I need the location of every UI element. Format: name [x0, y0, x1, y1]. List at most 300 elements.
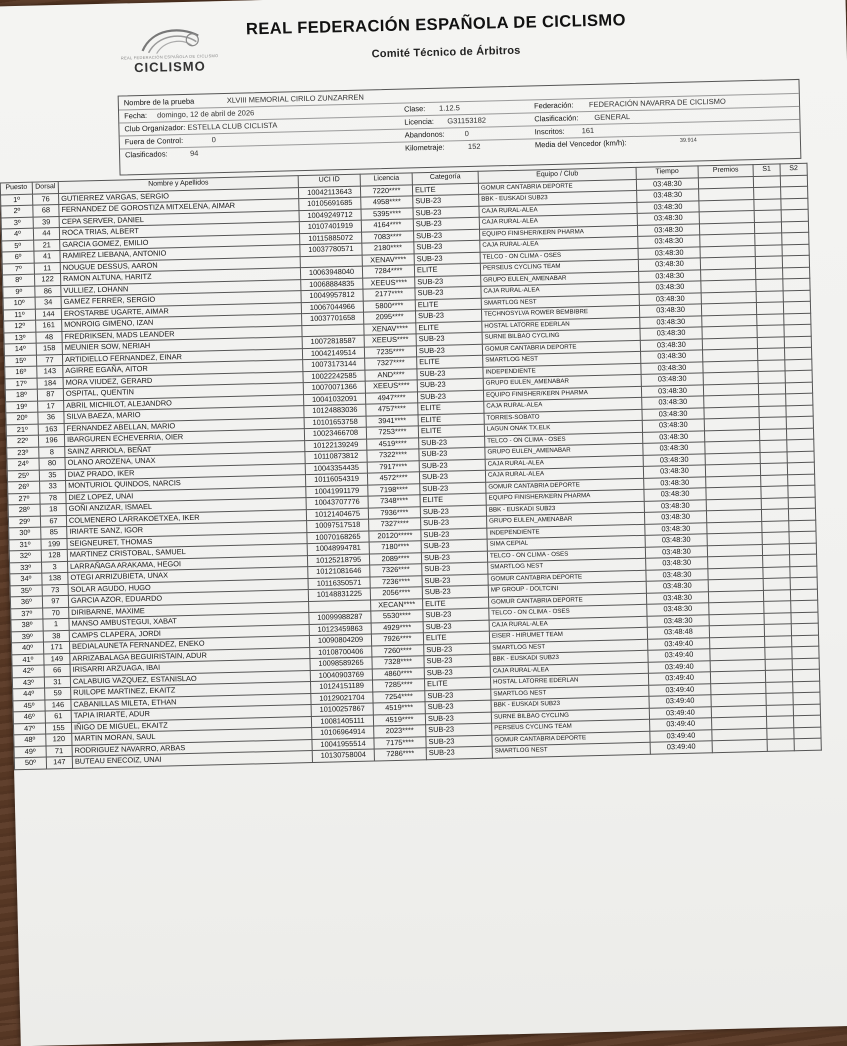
cell-puesto: 10º: [3, 297, 35, 309]
cell-uci-id: 10081405111: [311, 715, 373, 728]
cell-empty: [763, 578, 790, 590]
cell-empty: [756, 290, 783, 302]
cell-empty: [759, 394, 786, 406]
cell-tiempo: 03:48:30: [647, 603, 709, 616]
cell-puesto: 3º: [1, 217, 33, 229]
cell-licencia: 7254****: [373, 690, 425, 703]
abandonos-label: Abandonos:: [404, 129, 445, 140]
cell-tiempo: 03:48:30: [642, 419, 704, 432]
cell-empty: [789, 531, 816, 543]
cell-empty: [756, 279, 783, 291]
document-title: REAL FEDERACIÓN ESPAÑOLA DE CICLISMO: [245, 11, 627, 39]
cell-licencia: 7285****: [372, 679, 424, 692]
cell-puesto: 47º: [13, 723, 45, 735]
cell-puesto: 46º: [13, 711, 45, 723]
cell-dorsal: 48: [36, 331, 62, 343]
logo-subtext: REAL FEDERACIÓN ESPAÑOLA DE CICLISMO: [120, 53, 219, 61]
clasificacion-value: GENERAL: [594, 112, 631, 122]
cell-uci-id: 10110873812: [305, 450, 367, 463]
cell-empty: [754, 187, 781, 199]
cell-empty: [781, 186, 808, 198]
cell-categoria: ELITE: [424, 677, 490, 690]
cell-dorsal: 120: [46, 733, 72, 745]
cell-licencia: 4958****: [361, 196, 413, 209]
cell-licencia: 3941****: [366, 414, 418, 427]
cell-tiempo: 03:48:30: [641, 350, 703, 363]
cell-tiempo: 03:48:30: [637, 200, 699, 213]
cell-categoria: SUB-23: [414, 229, 480, 242]
cell-empty: [794, 738, 821, 750]
cell-empty: [790, 577, 817, 589]
results-body: [1, 175, 822, 770]
cell-empty: [782, 232, 809, 244]
cell-empty: [784, 347, 811, 359]
cell-nombre: RAMIREZ LIEBANA, ANTONIO: [60, 245, 300, 262]
cell-empty: [782, 244, 809, 256]
cell-categoria: SUB-23: [421, 516, 487, 529]
cell-tiempo: 03:49:40: [648, 660, 710, 673]
cell-licencia: 2095****: [363, 311, 415, 324]
cell-dorsal: 143: [37, 366, 63, 378]
cell-empty: [754, 210, 781, 222]
cell-equipo: EQUIPO FINISHER/KERN PHARMA: [483, 386, 641, 401]
cell-licencia: 4572****: [367, 472, 419, 485]
cell-equipo: CAJA RURAL-ALEA: [490, 662, 648, 677]
cell-uci-id: 10049249712: [299, 209, 361, 222]
cell-categoria: SUB-23: [422, 585, 488, 598]
cell-empty: [791, 612, 818, 624]
cell-categoria: SUB-23: [422, 574, 488, 587]
cell-categoria: SUB-23: [414, 252, 480, 265]
cell-tiempo: 03:48:30: [646, 568, 708, 581]
cell-categoria: ELITE: [412, 183, 478, 196]
cell-licencia: 7327****: [365, 357, 417, 370]
cell-uci-id: 10070071366: [303, 381, 365, 394]
cell-tiempo: 03:49:40: [648, 637, 710, 650]
cell-puesto: 24º: [7, 458, 39, 470]
results-table: [0, 163, 822, 770]
cell-puesto: 28º: [8, 504, 40, 516]
cell-equipo: CAJA RURAL-ALEA: [489, 616, 647, 631]
cell-licencia: 7198****: [368, 483, 420, 496]
cell-tiempo: 03:48:30: [639, 269, 701, 282]
cell-puesto: 14º: [4, 343, 36, 355]
cell-tiempo: 03:48:30: [646, 580, 708, 593]
cell-puesto: 21º: [6, 424, 38, 436]
cell-empty: [758, 371, 785, 383]
cell-dorsal: 70: [43, 607, 69, 619]
cell-tiempo: 03:48:30: [643, 430, 705, 443]
cell-puesto: 40º: [11, 642, 43, 654]
cell-uci-id: 10041991179: [306, 485, 368, 498]
cell-tiempo: 03:48:30: [637, 223, 699, 236]
cell-dorsal: 76: [33, 193, 59, 205]
cell-nombre: RUILOPE MARTINEZ, EKAITZ: [71, 682, 311, 699]
cell-nombre: COLMENERO LARRAKOETXEA, IKER: [66, 509, 306, 526]
organizador-value: ESTELLA CLUB CICLISTA: [187, 120, 278, 132]
cell-empty: [764, 612, 791, 624]
cell-tiempo: 03:48:30: [640, 327, 702, 340]
cell-dorsal: 71: [46, 745, 72, 757]
cell-uci-id: 10068884835: [301, 278, 363, 291]
cell-empty: [790, 554, 817, 566]
cell-empty: [758, 359, 785, 371]
cell-categoria: SUB-23: [424, 654, 490, 667]
cell-tiempo: 03:48:30: [638, 258, 700, 271]
cell-licencia: 7175****: [374, 736, 426, 749]
cell-empty: [756, 267, 783, 279]
cell-dorsal: 36: [38, 411, 64, 423]
cell-empty: [783, 267, 810, 279]
cell-dorsal: 196: [38, 434, 64, 446]
cell-dorsal: 77: [36, 354, 62, 366]
cell-uci-id: 10100257867: [311, 703, 373, 716]
cell-uci-id: 10105691685: [299, 197, 361, 210]
cell-empty: [757, 325, 784, 337]
cell-equipo: HOSTAL LATORRE EDERLAN: [482, 317, 640, 332]
cell-dorsal: 61: [45, 710, 71, 722]
cell-uci-id: 10121404675: [306, 508, 368, 521]
cell-uci-id: 10090804209: [309, 634, 371, 647]
cell-empty: [757, 313, 784, 325]
cell-empty: [783, 278, 810, 290]
cell-licencia: 4860****: [372, 667, 424, 680]
cell-puesto: 31º: [9, 539, 41, 551]
licencia-label: Licencia:: [404, 116, 435, 127]
cell-puesto: 29º: [8, 516, 40, 528]
cell-equipo: GOMUR CANTABRIA DEPORTE: [488, 593, 646, 608]
cell-empty: [712, 739, 767, 752]
cell-equipo: SMARTLOG NEST: [492, 742, 650, 757]
cell-licencia: 7083****: [362, 230, 414, 243]
cell-categoria: SUB-23: [419, 436, 485, 449]
cell-equipo: GOMUR CANTABRIA DEPORTE: [482, 340, 640, 355]
cell-uci-id: 10124883036: [304, 404, 366, 417]
cell-licencia: XEEUS****: [365, 380, 417, 393]
cell-categoria: SUB-23: [416, 332, 482, 345]
cell-licencia: XEEUS****: [363, 276, 415, 289]
cell-nombre: AGIRRE EGAÑA, AITOR: [63, 360, 303, 377]
cell-empty: [790, 566, 817, 578]
cell-tiempo: 03:48:30: [638, 235, 700, 248]
inscritos-label: Inscritos:: [534, 126, 565, 137]
cell-nombre: GOÑI ANZIZAR, ISMAEL: [66, 498, 306, 515]
cell-puesto: 33º: [10, 562, 42, 574]
cell-licencia: 7327****: [369, 518, 421, 531]
cell-equipo: BBK - EUSKADI SUB23: [486, 501, 644, 516]
cell-uci-id: 10023466708: [304, 427, 366, 440]
cell-equipo: EISER - HIRUMET TEAM: [489, 627, 647, 642]
cell-tiempo: 03:49:40: [649, 695, 711, 708]
cell-nombre: MARTIN MORAN, SAUL: [72, 728, 312, 745]
cell-empty: [785, 382, 812, 394]
cell-dorsal: 85: [41, 526, 67, 538]
cell-puesto: 18º: [5, 389, 37, 401]
cell-nombre: FERNANDEZ ABELLAN, MARIO: [64, 417, 304, 434]
cell-licencia: 2023****: [374, 725, 426, 738]
cell-empty: [787, 462, 814, 474]
cell-dorsal: 147: [46, 756, 72, 768]
cell-empty: [762, 520, 789, 532]
cell-equipo: SMARTLOG NEST: [483, 351, 641, 366]
cell-equipo: CAJA RURAL-ALEA: [484, 397, 642, 412]
cell-empty: [759, 405, 786, 417]
cell-puesto: 1º: [1, 194, 33, 206]
cell-licencia: 2056****: [370, 587, 422, 600]
cell-tiempo: 03:48:30: [645, 522, 707, 535]
cell-equipo: CAJA RURAL-ALEA: [485, 466, 643, 481]
cell-uci-id: 10097517518: [307, 519, 369, 532]
cell-equipo: CAJA RURAL-ALEA: [481, 282, 639, 297]
cell-categoria: SUB-23: [420, 482, 486, 495]
cell-dorsal: 161: [36, 320, 62, 332]
clase-label: Clase:: [403, 104, 426, 114]
cell-dorsal: 3: [41, 561, 67, 573]
cell-uci-id: 10130758004: [312, 749, 374, 762]
cell-empty: [789, 520, 816, 532]
cell-uci-id: 10041032091: [303, 393, 365, 406]
cell-puesto: 19º: [6, 401, 38, 413]
cell-empty: [761, 474, 788, 486]
cell-licencia: 7322****: [367, 449, 419, 462]
cell-uci-id: 10043707776: [306, 496, 368, 509]
cell-empty: [790, 589, 817, 601]
cell-uci-id: 10106964914: [312, 726, 374, 739]
cell-licencia: 4519****: [373, 702, 425, 715]
cell-dorsal: 67: [40, 515, 66, 527]
cell-nombre: ARTIDIELLO FERNANDEZ, EINAR: [62, 348, 302, 365]
cell-dorsal: 163: [38, 423, 64, 435]
cell-empty: [755, 244, 782, 256]
cell-empty: [763, 589, 790, 601]
federation-logo: [114, 23, 225, 88]
cell-empty: [766, 693, 793, 705]
cell-puesto: 43º: [12, 677, 44, 689]
cell-nombre: CEPA SERVER, DANIEL: [59, 210, 299, 227]
cell-dorsal: 21: [34, 239, 60, 251]
cell-categoria: ELITE: [418, 413, 484, 426]
cell-equipo: CAJA RURAL-ALEA: [479, 213, 637, 228]
cell-nombre: OLANO AROZENA, UNAX: [65, 452, 305, 469]
cell-licencia: 7260****: [372, 644, 424, 657]
cell-uci-id: 10129021704: [311, 692, 373, 705]
cell-dorsal: 158: [36, 343, 62, 355]
cell-dorsal: 8: [39, 446, 65, 458]
cell-nombre: BUTEAU ENECOIZ, UNAI: [72, 751, 312, 768]
cell-tiempo: 03:48:30: [644, 499, 706, 512]
cell-puesto: 20º: [6, 412, 38, 424]
cell-uci-id: 10049957812: [301, 289, 363, 302]
cell-categoria: SUB-23: [419, 459, 485, 472]
cell-licencia: XEEUS****: [364, 334, 416, 347]
cell-nombre: SILVA BAEZA, MARIO: [64, 406, 304, 423]
cell-empty: [762, 543, 789, 555]
cell-equipo: SURNE BILBAO CYCLING: [491, 708, 649, 723]
km-value: 152: [467, 141, 481, 152]
cell-licencia: 5800****: [363, 299, 415, 312]
cell-nombre: DIRIBARNE, MAXIME: [69, 601, 309, 618]
cell-categoria: ELITE: [423, 631, 489, 644]
cell-uci-id: 10101653758: [304, 416, 366, 429]
organizador-label: Club Organizador:: [124, 122, 186, 134]
cell-empty: [791, 623, 818, 635]
col-header-equipo: Equipo / Club: [478, 167, 636, 182]
cell-puesto: 9º: [3, 286, 35, 298]
cell-tiempo: 03:48:30: [636, 177, 698, 190]
cell-puesto: 27º: [8, 493, 40, 505]
cell-categoria: SUB-23: [425, 700, 491, 713]
cell-licencia: 7917****: [367, 460, 419, 473]
cell-dorsal: 41: [34, 251, 60, 263]
cell-categoria: ELITE: [418, 424, 484, 437]
cell-empty: [763, 555, 790, 567]
col-header-categoria: Categoría: [412, 171, 478, 184]
cell-empty: [763, 566, 790, 578]
cell-licencia: 4519****: [373, 713, 425, 726]
cell-empty: [786, 405, 813, 417]
cell-tiempo: 03:48:30: [637, 189, 699, 202]
cell-empty: [766, 704, 793, 716]
cell-categoria: ELITE: [415, 298, 481, 311]
cell-nombre: MEUNIER SOW, NERIAH: [62, 337, 302, 354]
cell-empty: [766, 716, 793, 728]
cell-dorsal: 128: [41, 549, 67, 561]
cell-licencia: 5395****: [361, 207, 413, 220]
cell-dorsal: 73: [42, 584, 68, 596]
cell-empty: [760, 440, 787, 452]
cell-licencia: XENAV****: [364, 322, 416, 335]
cell-empty: [753, 175, 780, 187]
cell-puesto: 48º: [14, 734, 46, 746]
cell-equipo: LAGUN ONAK TX.ELK: [484, 420, 642, 435]
cell-licencia: 4929****: [371, 621, 423, 634]
cell-equipo: CAJA RURAL-ALEA: [480, 236, 638, 251]
cell-equipo: TELCO - ON CLIMA - OSES: [480, 248, 638, 263]
cell-tiempo: 03:48:30: [645, 545, 707, 558]
cell-nombre: FERNANDEZ DE GOROSTIZA MITXELENA, AIMAR: [59, 199, 299, 216]
cell-nombre: MANSO AMBUSTEGUI, XABAT: [69, 613, 309, 630]
cell-dorsal: 11: [34, 262, 60, 274]
cell-uci-id: 10037780571: [300, 243, 362, 256]
cell-empty: [765, 647, 792, 659]
fuera-value: 0: [211, 135, 217, 145]
cell-equipo: BBK - EUSKADI SUB23: [490, 650, 648, 665]
col-header-uci-id: UCI ID: [298, 174, 360, 187]
cell-licencia: XECAN****: [371, 598, 423, 611]
cell-nombre: ROCA TRIAS, ALBERT: [59, 222, 299, 239]
cell-dorsal: 33: [40, 480, 66, 492]
cell-dorsal: 184: [37, 377, 63, 389]
cell-tiempo: 03:48:30: [646, 557, 708, 570]
cell-licencia: 7326****: [370, 564, 422, 577]
cell-categoria: SUB-23: [425, 689, 491, 702]
cell-licencia: 7926****: [371, 633, 423, 646]
cell-puesto: 15º: [4, 355, 36, 367]
cell-equipo: SMARTLOG NEST: [488, 558, 646, 573]
cell-puesto: 44º: [13, 688, 45, 700]
cell-tiempo: 03:49:40: [649, 683, 711, 696]
fecha-value: domingo, 12 de abril de 2026: [157, 108, 255, 120]
clasificacion-label: Clasificación:: [534, 113, 579, 124]
cell-licencia: 7235****: [364, 345, 416, 358]
cell-categoria: SUB-23: [421, 528, 487, 541]
cell-empty: [755, 233, 782, 245]
cell-puesto: 35º: [10, 585, 42, 597]
cell-dorsal: 66: [44, 664, 70, 676]
cell-licencia: 2180****: [362, 242, 414, 255]
cell-nombre: GARCIA GOMEZ, EMILIO: [60, 233, 300, 250]
cell-empty: [792, 669, 819, 681]
cell-empty: [781, 198, 808, 210]
cell-categoria: SUB-23: [422, 562, 488, 575]
col-header-s2: S2: [780, 163, 807, 175]
cell-empty: [766, 681, 793, 693]
cell-categoria: SUB-23: [413, 194, 479, 207]
cell-categoria: SUB-23: [415, 275, 481, 288]
cell-empty: [793, 704, 820, 716]
cell-licencia: 2177****: [363, 288, 415, 301]
cell-puesto: 23º: [7, 447, 39, 459]
cell-nombre: IÑIGO DE MIGUEL, EKAITZ: [71, 716, 311, 733]
cell-equipo: EQUIPO FINISHER/KERN PHARMA: [486, 489, 644, 504]
cell-licencia: 7253****: [366, 426, 418, 439]
cell-licencia: 7936****: [368, 506, 420, 519]
cell-tiempo: 03:48:30: [643, 442, 705, 455]
cell-empty: [765, 658, 792, 670]
cell-equipo: SMARTLOG NEST: [481, 294, 639, 309]
cell-nombre: GAMEZ FERRER, SERGIO: [61, 291, 301, 308]
cell-categoria: ELITE: [418, 401, 484, 414]
cell-empty: [759, 417, 786, 429]
cell-dorsal: 78: [40, 492, 66, 504]
media-label: Media del Vencedor (km/h):: [534, 138, 627, 150]
race-info-box: [118, 79, 802, 176]
cell-empty: [755, 256, 782, 268]
cell-tiempo: 03:48:30: [641, 384, 703, 397]
clasificados-value: 94: [189, 148, 199, 158]
cell-categoria: SUB-23: [415, 286, 481, 299]
cell-categoria: SUB-23: [423, 620, 489, 633]
cell-nombre: RAMON ALTUNA, HARITZ: [60, 268, 300, 285]
cell-categoria: ELITE: [420, 493, 486, 506]
cell-empty: [761, 509, 788, 521]
cell-empty: [789, 543, 816, 555]
cell-licencia: 7180****: [369, 541, 421, 554]
cell-puesto: 13º: [4, 332, 36, 344]
cell-dorsal: 38: [43, 630, 69, 642]
cell-categoria: SUB-23: [426, 723, 492, 736]
cell-categoria: SUB-23: [425, 712, 491, 725]
cell-categoria: SUB-23: [421, 551, 487, 564]
cell-licencia: 4757****: [366, 403, 418, 416]
cell-puesto: 30º: [9, 527, 41, 539]
cell-nombre: SAINZ ARRIOLA, BEÑAT: [65, 440, 305, 457]
cell-puesto: 11º: [3, 309, 35, 321]
cell-puesto: 34º: [10, 573, 42, 585]
cell-empty: [786, 393, 813, 405]
inscritos-value: 161: [581, 125, 595, 136]
km-label: Kilometraje:: [404, 142, 445, 153]
cell-equipo: TECHNOSYLVA ROWER BEMBIBRE: [481, 305, 639, 320]
cell-empty: [767, 739, 794, 751]
cell-categoria: SUB-23: [417, 367, 483, 380]
cell-nombre: NOUGUE DESSUS, AARON: [60, 256, 300, 273]
cell-empty: [760, 451, 787, 463]
cell-puesto: 26º: [8, 481, 40, 493]
cell-empty: [765, 635, 792, 647]
wheel-logo-icon: [134, 23, 205, 57]
cell-categoria: SUB-23: [424, 666, 490, 679]
